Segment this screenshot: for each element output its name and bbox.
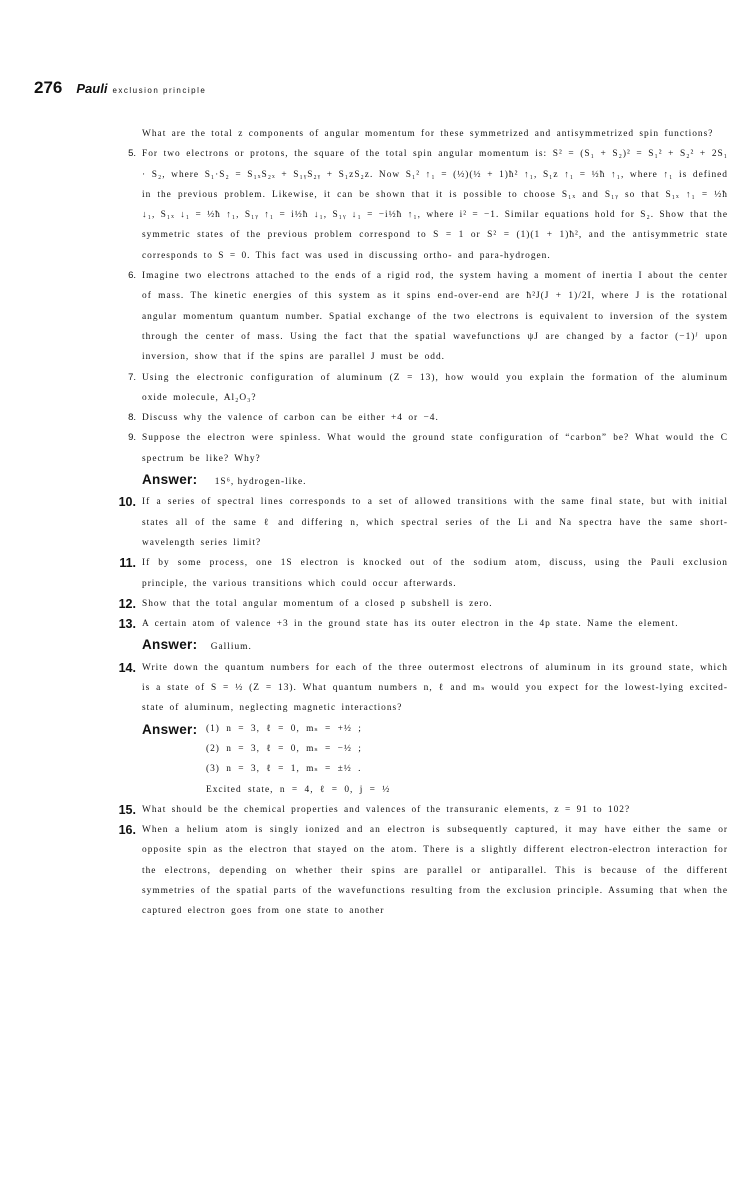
problem-number: 7.: [128, 371, 136, 383]
problem-number: 11.: [119, 556, 136, 571]
quantum-number-list: [206, 719, 390, 800]
problem-6: [128, 266, 728, 367]
list-item: (2) n = 3, ℓ = 0, mₛ = −½ ;: [206, 743, 362, 754]
problem-7: [128, 368, 728, 409]
problem-number: 6.: [128, 270, 136, 282]
problem-number: 13.: [118, 617, 136, 632]
list-item: Excited state, n = 4, ℓ = 0, j = ½: [206, 784, 391, 795]
problem-12: [118, 594, 728, 614]
running-title: Pauli: [76, 81, 108, 96]
problem-10: [118, 492, 728, 553]
answer: [142, 634, 728, 657]
list-item: (1) n = 3, ℓ = 0, mₛ = +½ ;: [206, 723, 362, 734]
problem-number: 9.: [128, 432, 136, 444]
problem-11: [119, 553, 728, 594]
problem-number: 12.: [118, 596, 136, 611]
list-item: (3) n = 3, ℓ = 1, mₛ = ±½ .: [206, 764, 362, 775]
problem-text: Using the electronic configuration of aluminum (Z = 13), how would you explain the formation of the aluminum oxide molecule, Al₂O₃?: [142, 372, 728, 403]
problem-9: [128, 428, 728, 492]
problem-text: Imagine two electrons attached to the ends of a rigid rod, the system having a moment of inertia I about the center of mass. The kinetic energies of this system as it spins end-over-end are ħ²J(J + 1)/2I, where J is the rotational angular momentum quantum number. Spatial exchange of the two electrons is equivalent to inversion of the system through the center of mass. Using the fact that the spatial wavefunctions ψJ are changed by a factor (−1)ᴶ upon inversion, show that if the spins are parallel J must be odd.: [142, 271, 728, 363]
answer-text: Gallium.: [210, 642, 252, 653]
problem-text: A certain atom of valence +3 in the ground state has its outer electron in the 4p state. Name the element.: [142, 619, 679, 630]
page-header: [34, 78, 206, 98]
problem-number: 10.: [118, 495, 136, 510]
answer-label: Answer:: [142, 472, 198, 488]
problem-text: Suppose the electron were spinless. What would the ground state configuration of “carbon” be? What would the C spectrum be like? Why?: [142, 433, 728, 464]
problem-text: Show that the total angular momentum of a closed p subshell is zero.: [142, 598, 493, 609]
problem-text: If a series of spectral lines corresponds to a set of allowed transitions with the same final state, but with initial states all of the same ℓ and differing n, which spectral series of the Li and Na spectra have the same short-wavelength series limit?: [142, 497, 728, 548]
problem-16: [118, 820, 728, 921]
problem-5: [128, 144, 728, 266]
answer-label: Answer:: [142, 721, 198, 737]
problem-text: For two electrons or protons, the square of the total spin angular momentum is: S² = (S₁ + S₂)² = S₁² + S₂² + 2S₁ · S₂, where S₁·S₂ = S₁ₓS₂ₓ + S₁ᵧS₂ᵧ + S₁zS₂z. Now S₁² ↑₁ = (½)(½ + 1)ħ² ↑₁, S₁z ↑₁ = ½ħ ↑₁, where ↑₁ is defined in the previous problem. Likewise, it can be shown that it is possible to choose S₁ₓ and S₁ᵧ so that S₁ₓ ↑₁ = ½ħ ↓₁, S₁ₓ ↓₁ = ½ħ ↑₁, S₁ᵧ ↑₁ = i½ħ ↓₁, S₁ᵧ ↓₁ = −i½ħ ↑₁, where i² = −1. Similar equations hold for S₂. Show that the symmetric states of the previous problem correspond to S = 1 or S² = (1)(1 + 1)ħ², and the antisymmetric state corresponds to S = 0. This fact was used in discussing ortho- and para-hydrogen.: [142, 149, 728, 261]
problem-number: 14.: [118, 660, 136, 675]
answer: [142, 719, 728, 800]
problem-15: [118, 800, 728, 820]
problem-text: When a helium atom is singly ionized and an electron is subsequently captured, it may have either the same or opposite spin as the electron that stayed on the atom. There is a slightly different electron-electron interaction for the electrons, depending on whether their spins are parallel or antiparallel. This is because of the different symmetries of the spatial parts of the wavefunctions resulting from the exclusion principle. Assuming that when the captured electron goes from one state to another: [142, 825, 728, 917]
answer-text: 1S⁶, hydrogen-like.: [214, 477, 307, 488]
running-title-rest: exclusion principle: [112, 86, 207, 95]
problem-text: Write down the quantum numbers for each of the three outermost electrons of aluminum in its ground state, which is a state of S = ½ (Z = 13). What quantum numbers n, ℓ and mₛ would you expect for the lowest-lying excited-state of aluminum, neglecting magnetic interactions?: [142, 662, 728, 714]
problem-text: Discuss why the valence of carbon can be either +4 or −4.: [142, 413, 439, 424]
problem-number: 15.: [118, 802, 136, 817]
intro-paragraph: What are the total z components of angular momentum for these symmetrized and antisymmetrized spin functions?: [142, 129, 714, 139]
problem-14: [118, 658, 728, 800]
answer-label: Answer:: [142, 637, 198, 653]
problem-text: If by some process, one 1S electron is knocked out of the sodium atom, discuss, using the Pauli exclusion principle, the various transitions which could occur afterwards.: [142, 558, 728, 589]
problem-number: 8.: [128, 412, 136, 424]
page-body: [34, 124, 728, 922]
problem-number: 16.: [118, 823, 136, 838]
page-number: 276: [34, 78, 63, 97]
answer: [142, 469, 728, 492]
problem-13: [118, 614, 728, 658]
problem-text: What should be the chemical properties and valences of the transuranic elements, z = 91 to 102?: [142, 804, 631, 815]
problem-number: 5.: [128, 148, 136, 160]
problem-8: [128, 408, 728, 428]
